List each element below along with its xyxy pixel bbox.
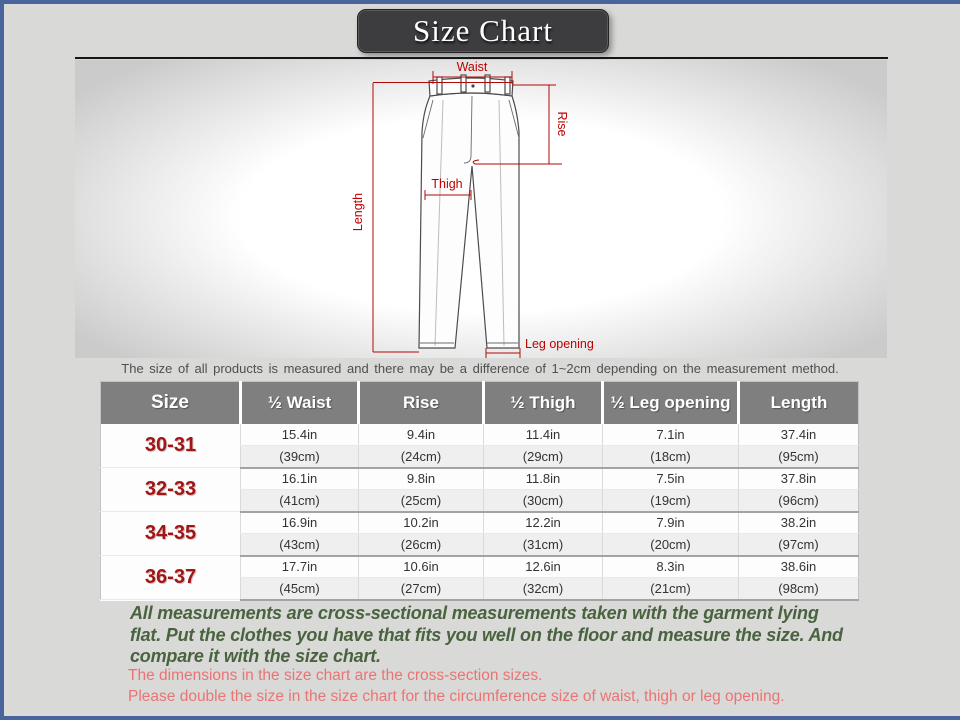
- value-cell: 9.4in: [359, 424, 484, 446]
- col-header-half-leg-opening: ½ Leg opening: [603, 382, 739, 424]
- disclaimer-line: Please double the size in the size chart for the circumference size of waist, thigh or leg opening.: [128, 687, 785, 705]
- value-cell: (31cm): [484, 534, 603, 556]
- value-cell: 16.9in: [241, 512, 359, 534]
- size-value: 32-33: [101, 468, 241, 512]
- value-cell: (25cm): [359, 490, 484, 512]
- title-underline: [75, 57, 888, 59]
- belt-loop-icon: [437, 77, 442, 94]
- value-cell: 9.8in: [359, 468, 484, 490]
- page-border-top: [0, 0, 960, 4]
- value-cell: (96cm): [739, 490, 859, 512]
- dimension-disclaimer: [128, 666, 785, 707]
- value-cell: 7.5in: [603, 468, 739, 490]
- belt-loop-icon: [461, 75, 466, 92]
- size-value: 30-31: [101, 424, 241, 468]
- value-cell: 12.6in: [484, 556, 603, 578]
- col-header-half-thigh: ½ Thigh: [484, 382, 603, 424]
- value-cell: (41cm): [241, 490, 359, 512]
- col-header-half-waist: ½ Waist: [241, 382, 359, 424]
- note-line: flat. Put the clothes you have that fits you well on the floor and measure the size. And: [130, 624, 843, 645]
- value-cell: (27cm): [359, 578, 484, 600]
- value-cell: (97cm): [739, 534, 859, 556]
- value-cell: 16.1in: [241, 468, 359, 490]
- value-cell: (39cm): [241, 446, 359, 468]
- value-cell: (29cm): [484, 446, 603, 468]
- value-cell: 10.6in: [359, 556, 484, 578]
- value-cell: (20cm): [603, 534, 739, 556]
- note-line: All measurements are cross-sectional measurements taken with the garment lying: [130, 603, 819, 623]
- value-cell: (32cm): [484, 578, 603, 600]
- leg-opening-label: Leg opening: [525, 337, 594, 351]
- col-header-rise: Rise: [359, 382, 484, 424]
- length-label: Length: [351, 192, 365, 232]
- page-border-bottom: [0, 716, 960, 720]
- waist-label: Waist: [456, 60, 488, 74]
- rise-label: Rise: [555, 111, 569, 137]
- page-border-left: [0, 0, 4, 720]
- page-title: Size Chart: [413, 13, 553, 48]
- value-cell: 37.8in: [739, 468, 859, 490]
- value-cell: 11.4in: [484, 424, 603, 446]
- value-cell: (21cm): [603, 578, 739, 600]
- value-cell: (24cm): [359, 446, 484, 468]
- disclaimer-line: The dimensions in the size chart are the cross-section sizes.: [128, 667, 543, 684]
- col-header-length: Length: [739, 382, 859, 424]
- value-cell: (18cm): [603, 446, 739, 468]
- waist-button-icon: [471, 84, 474, 87]
- value-cell: 10.2in: [359, 512, 484, 534]
- value-cell: 7.1in: [603, 424, 739, 446]
- value-cell: (26cm): [359, 534, 484, 556]
- pants-outline: [419, 93, 519, 348]
- pants-diagram: [75, 60, 887, 358]
- value-cell: 8.3in: [603, 556, 739, 578]
- size-value: 34-35: [101, 512, 241, 556]
- table-row: [101, 424, 859, 446]
- table-row: [101, 556, 859, 578]
- value-cell: 37.4in: [739, 424, 859, 446]
- value-cell: 15.4in: [241, 424, 359, 446]
- value-cell: (30cm): [484, 490, 603, 512]
- title-box: [357, 9, 609, 53]
- table-row: [101, 468, 859, 490]
- value-cell: 17.7in: [241, 556, 359, 578]
- value-cell: (98cm): [739, 578, 859, 600]
- size-chart-table: [100, 381, 859, 601]
- pants-diagram-svg: [75, 60, 887, 358]
- value-cell: (45cm): [241, 578, 359, 600]
- belt-loop-icon: [505, 77, 510, 94]
- col-header-size: Size: [101, 382, 241, 424]
- value-cell: 38.6in: [739, 556, 859, 578]
- value-cell: (19cm): [603, 490, 739, 512]
- value-cell: (43cm): [241, 534, 359, 556]
- note-line: compare it with the size chart.: [130, 646, 381, 666]
- table-row: [101, 512, 859, 534]
- value-cell: 12.2in: [484, 512, 603, 534]
- belt-loop-icon: [485, 75, 490, 92]
- size-value: 36-37: [101, 556, 241, 600]
- value-cell: 38.2in: [739, 512, 859, 534]
- value-cell: 7.9in: [603, 512, 739, 534]
- cross-section-note: [130, 603, 843, 668]
- value-cell: (95cm): [739, 446, 859, 468]
- measurement-note: The size of all products is measured and there may be a difference of 1~2cm depending on the measurement method.: [121, 361, 839, 376]
- value-cell: 11.8in: [484, 468, 603, 490]
- table-header-row: [101, 382, 859, 424]
- thigh-label: Thigh: [431, 177, 463, 191]
